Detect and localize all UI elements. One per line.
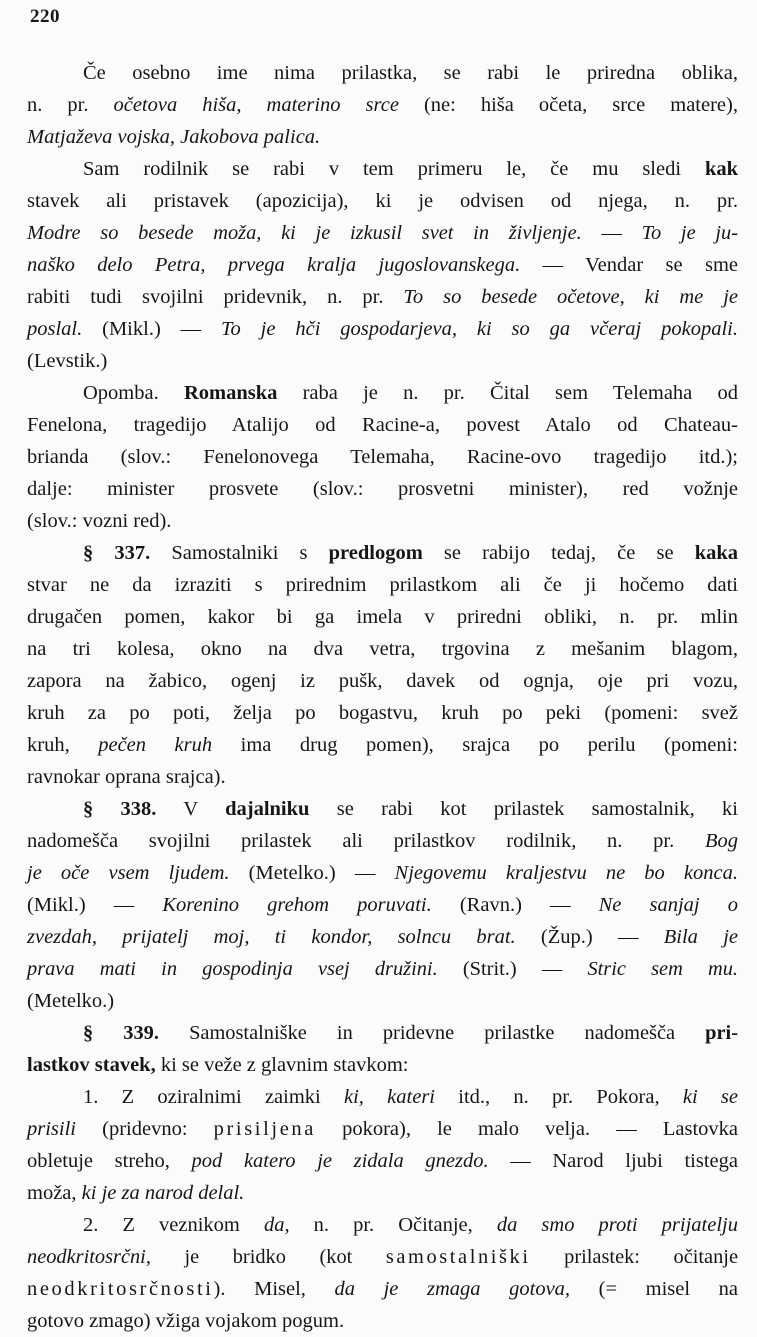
text-span: je bridko (kot: [150, 1246, 386, 1268]
text-line: [27, 441, 738, 473]
text-span: brianda (slov.: Fenelonovega Telemaha, Racine-ovo tragedijo itd.);: [27, 446, 738, 468]
italic-span: Njegovemu kraljestvu ne bo konca.: [394, 862, 738, 884]
text-span: — Narod ljubi tistega: [488, 1150, 738, 1172]
italic-span: prisili: [27, 1118, 76, 1140]
text-span: (ne: hiša očeta, srce matere),: [398, 94, 738, 116]
text-span: stavek ali pristavek (apozicija), ki je odvisen od njega, n. pr.: [27, 190, 738, 212]
italic-span: da je zmaga gotova,: [334, 1278, 571, 1300]
text-line: [27, 601, 738, 633]
text-span: ). Misel,: [213, 1278, 335, 1300]
italic-span: ki je za narod delal.: [81, 1182, 245, 1204]
text-line: [27, 889, 738, 921]
italic-span: da smo proti prijatelju: [496, 1214, 738, 1236]
text-line: [27, 473, 738, 505]
italic-span: da,: [263, 1214, 290, 1236]
italic-span: poslal.: [27, 318, 83, 340]
italic-span: Bog: [704, 830, 738, 852]
text-line: [27, 537, 738, 569]
page-number: 220: [30, 6, 60, 27]
text-line: [27, 89, 738, 121]
text-line: [27, 1049, 738, 1081]
text-span: Fenelona, tragedijo Atalijo od Racine-a, povest Atalo od Chateau-: [27, 414, 738, 436]
text-line: [27, 857, 738, 889]
text-line: [27, 121, 738, 153]
bold-span: lastkov stavek,: [27, 1054, 156, 1076]
italic-span: Matjaževa vojska, Jakobova palica.: [27, 126, 321, 148]
italic-span: neodkritosrčni,: [27, 1246, 151, 1268]
bold-span: § 339.: [83, 1022, 159, 1044]
bold-span: § 338.: [83, 798, 157, 820]
text-span: (Metelko.) —: [229, 862, 395, 884]
text-span: se rabi kot prilastek samostalnik, ki: [309, 798, 738, 820]
text-span: (= misel na: [570, 1278, 738, 1300]
text-line: [27, 409, 738, 441]
text-span: rabiti tudi svojilni pridevnik, n. pr.: [27, 286, 404, 308]
spaced-span: neodkritosrčnosti: [27, 1278, 214, 1300]
text-span: (Levstik.): [27, 350, 108, 372]
text-line: [27, 569, 738, 601]
text-span: 1. Z oziralnimi zaimki: [83, 1086, 344, 1108]
text-line: [27, 793, 738, 825]
text-line: [27, 985, 738, 1017]
italic-span: ki se: [682, 1086, 738, 1108]
text-line: [27, 665, 738, 697]
text-span: na tri kolesa, okno na dva vetra, trgovina z mešanim blagom,: [27, 638, 738, 660]
text-line: [27, 729, 738, 761]
italic-span: To so besede očetove, ki me je: [403, 286, 738, 308]
text-span: itd., n. pr. Pokora,: [435, 1086, 683, 1108]
text-span: gotovo zmago) vžiga vojakom pogum.: [27, 1310, 345, 1332]
text-span: V: [156, 798, 226, 820]
text-span: 2. Z veznikom: [83, 1214, 264, 1236]
italic-span: To je ju-: [641, 222, 738, 244]
text-span: se rabijo tedaj, če se: [422, 542, 695, 564]
text-line: [27, 345, 738, 377]
text-line: [27, 633, 738, 665]
text-span: pokora), le malo velja. — Lastovka: [315, 1118, 738, 1140]
text-span: —: [581, 222, 642, 244]
text-line: [27, 281, 738, 313]
bold-span: Romanska: [183, 382, 278, 404]
text-span: Samostalniki s: [150, 542, 329, 564]
text-line: [27, 1209, 738, 1241]
text-line: [27, 505, 738, 537]
text-span: (slov.: vozni red).: [27, 510, 172, 532]
text-line: [27, 1241, 738, 1273]
text-span: stvar ne da izraziti s prirednim prilastkom ali če ji hočemo dati: [27, 574, 738, 596]
text-span: ima drug pomen), srajca po perilu (pomeni:: [212, 734, 738, 756]
text-span: nadomešča svojilni prilastek ali prilastkov rodilnik, n. pr.: [27, 830, 705, 852]
italic-span: Bila je: [663, 926, 738, 948]
text-span: moža,: [27, 1182, 82, 1204]
text-line: [27, 185, 738, 217]
body-text: [27, 57, 738, 1337]
italic-span: Ne sanjaj o: [598, 894, 738, 916]
italic-span: pečen kruh: [98, 734, 213, 756]
italic-span: Modre so besede moža, ki je izkusil svet in življenje.: [27, 222, 582, 244]
text-line: [27, 1305, 738, 1337]
text-span: (Žup.) —: [515, 926, 664, 948]
italic-span: pod katero je zidala gnezdo.: [191, 1150, 489, 1172]
italic-span: ki, kateri: [344, 1086, 435, 1108]
text-line: [27, 1145, 738, 1177]
text-span: Sam rodilnik se rabi v tem primeru le, če mu sledi: [83, 158, 705, 180]
italic-span: To je hči gospodarjeva, ki so ga včeraj pokopali.: [221, 318, 738, 340]
italic-span: je oče vsem ljudem.: [27, 862, 230, 884]
text-span: kruh,: [27, 734, 99, 756]
text-span: raba je n. pr. Čital sem Telemaha od: [277, 382, 738, 404]
text-line: [27, 1273, 738, 1305]
bold-span: § 337.: [83, 542, 151, 564]
text-span: drugačen pomen, kakor bi ga imela v priredni obliki, n. pr. mlin: [27, 606, 738, 628]
text-line: [27, 697, 738, 729]
text-line: [27, 377, 738, 409]
text-span: obletuje streho,: [27, 1150, 192, 1172]
text-span: (Metelko.): [27, 990, 115, 1012]
text-span: prilastek: očitanje: [530, 1246, 738, 1268]
text-line: [27, 57, 738, 89]
text-span: (pridevno:: [76, 1118, 214, 1140]
text-line: [27, 1177, 738, 1209]
bold-span: pri-: [705, 1022, 738, 1044]
text-line: [27, 153, 738, 185]
text-span: ki se veže z glavnim stavkom:: [155, 1054, 409, 1076]
bold-span: kaka: [694, 542, 738, 564]
text-span: (Strit.) —: [437, 958, 588, 980]
bold-span: kak: [704, 158, 738, 180]
text-span: — Vendar se sme: [520, 254, 738, 276]
italic-span: Stric sem mu.: [587, 958, 739, 980]
text-span: (Mikl.) —: [27, 894, 163, 916]
text-span: Samostalniške in pridevne prilastke nadomešča: [158, 1022, 706, 1044]
text-line: [27, 1081, 738, 1113]
text-span: zapora na žabico, ogenj iz pušk, davek od ognja, oje pri vozu,: [27, 670, 738, 692]
italic-span: naško delo Petra, prvega kralja jugoslovanskega.: [27, 254, 521, 276]
italic-span: očetova hiša, materino srce: [113, 94, 399, 116]
text-span: n. pr.: [27, 94, 114, 116]
italic-span: prava mati in gospodinja vsej družini.: [27, 958, 438, 980]
text-line: [27, 1113, 738, 1145]
italic-span: Korenino grehom poruvati.: [162, 894, 432, 916]
spaced-span: samostalniški: [385, 1246, 531, 1268]
text-line: [27, 825, 738, 857]
bold-span: predlogom: [328, 542, 423, 564]
text-span: ravnokar oprana srajca).: [27, 766, 226, 788]
text-line: [27, 1017, 738, 1049]
text-line: [27, 313, 738, 345]
text-span: dalje: minister prosvete (slov.: prosvetni minister), red vožnje: [27, 478, 738, 500]
italic-span: zvezdah, prijatelj moj, ti kondor, solncu brat.: [27, 926, 516, 948]
spaced-span: prisiljena: [213, 1118, 316, 1140]
text-line: [27, 217, 738, 249]
text-span: Opomba.: [83, 382, 184, 404]
text-line: [27, 953, 738, 985]
text-span: (Ravn.) —: [431, 894, 599, 916]
text-line: [27, 921, 738, 953]
text-line: [27, 761, 738, 793]
text-line: [27, 249, 738, 281]
text-span: n. pr. Očitanje,: [289, 1214, 497, 1236]
text-span: (Mikl.) —: [82, 318, 222, 340]
bold-span: dajalniku: [225, 798, 310, 820]
text-span: kruh za po poti, želja po bogastvu, kruh po peki (pomeni: svež: [27, 702, 738, 724]
text-span: Če osebno ime nima prilastka, se rabi le priredna oblika,: [83, 62, 738, 84]
